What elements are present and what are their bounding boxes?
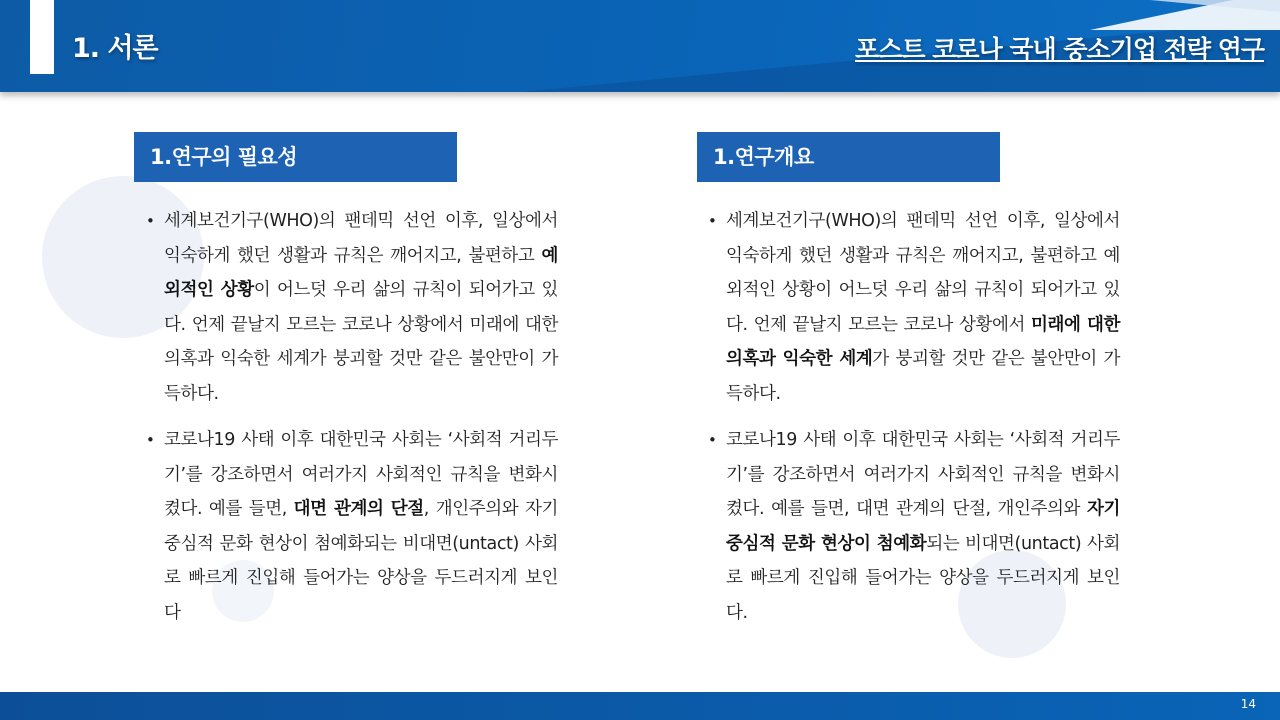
bullet-emphasis-text: 대면 관계의 단절 bbox=[293, 499, 424, 519]
bullet-text: 가 붕괴할 것만 같은 불안만이 가득하다. bbox=[726, 349, 1120, 404]
bullet-text: 세계보건기구(WHO)의 팬데믹 선언 이후, 일상에서 익숙하게 했던 생활과 규칙은 깨어지고, 불편하고 예외적인 상황이 어느덧 우리 삶의 규칙이 되어가고 있다. 언제 끝날지 모르는 코로나 상황에서 bbox=[726, 211, 1120, 335]
slide-footer bbox=[0, 692, 1280, 720]
header-accent-bar bbox=[30, 0, 54, 74]
section-title-research-overview: 1.연구개요 bbox=[697, 132, 1000, 182]
section-title-research-necessity: 1.연구의 필요성 bbox=[134, 132, 457, 182]
bullet-item bbox=[708, 204, 1120, 411]
bullet-text: 되는 비대면(untact) 사회로 빠르게 진입해 들어가는 양상을 두드러지게 보인다. bbox=[726, 533, 1120, 623]
bullet-text: 코로나19 사태 이후 대한민국 사회는 ‘사회적 거리두기’를 강조하면서 여러가지 사회적인 규칙을 변화시켰다. 예를 들면, 대면 관계의 단절, 개인주의와 bbox=[726, 430, 1120, 519]
bullet-text: , 개인주의와 자기중심적 문화 현상이 첨예화되는 비대면(untact) 사회로 빠르게 진입해 들어가는 양상을 두드러지게 보인다 bbox=[164, 499, 559, 623]
bullet-emphasis-text: 자기중심적 문화 현상이 첨예화 bbox=[726, 499, 1120, 554]
bullet-emphasis-text: 예외적인 상황 bbox=[164, 245, 558, 300]
bullet-dot-icon: • bbox=[146, 212, 155, 230]
bullet-emphasis-text: 미래에 대한 의혹과 익숙한 세계 bbox=[726, 314, 1121, 369]
bullet-text: 코로나19 사태 이후 대한민국 사회는 ‘사회적 거리두기’를 강조하면서 여러가지 사회적인 규칙을 변화시켰다. 예를 들면, bbox=[164, 430, 558, 519]
slide-header bbox=[0, 0, 1280, 92]
bullet-item bbox=[708, 423, 1120, 630]
section-left bbox=[134, 132, 457, 182]
page-number: 14 bbox=[1240, 697, 1256, 711]
bullet-text: 이 어느덧 우리 삶의 규칙이 되어가고 있다. 언제 끝날지 모르는 코로나 상황에서 미래에 대한 의혹과 익숙한 세계가 붕괴할 것만 같은 불안만이 가득하다. bbox=[164, 280, 558, 404]
bullet-list-right bbox=[708, 204, 1120, 642]
bullet-text: 세계보건기구(WHO)의 팬데믹 선언 이후, 일상에서 익숙하게 했던 생활과 규칙은 깨어지고, 불편하고 bbox=[164, 211, 558, 266]
slide-subtitle: 포스트 코로나 국내 중소기업 전략 연구 bbox=[855, 35, 1264, 64]
slide-title: 1. 서론 bbox=[72, 33, 158, 64]
section-right bbox=[697, 132, 1000, 182]
bullet-list-left bbox=[146, 204, 558, 642]
bullet-dot-icon: • bbox=[146, 431, 155, 449]
bullet-item bbox=[146, 204, 558, 411]
bullet-item bbox=[146, 423, 558, 630]
bullet-dot-icon: • bbox=[708, 212, 717, 230]
bullet-dot-icon: • bbox=[708, 431, 717, 449]
